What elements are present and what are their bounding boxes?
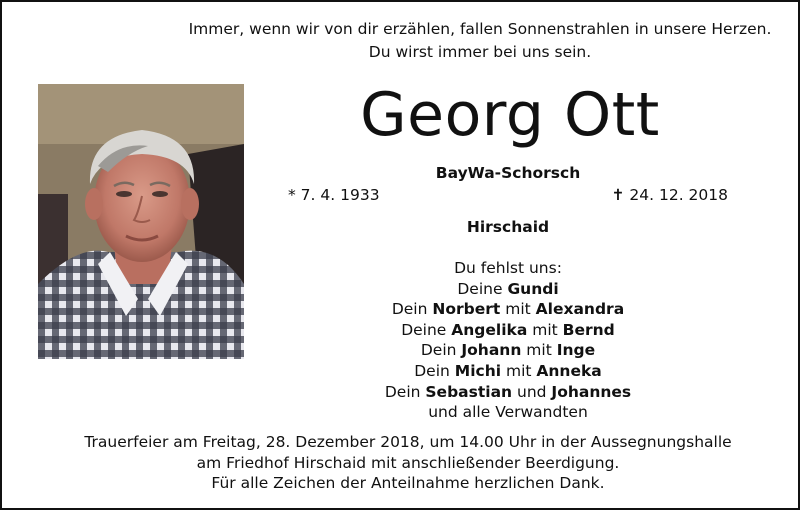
mourner-name: Gundi [507, 279, 559, 298]
mourner-name: Anneka [536, 361, 602, 380]
mourner-line [360, 299, 656, 320]
portrait-photo [38, 84, 244, 359]
mourner-name: Bernd [562, 320, 615, 339]
mourner-text: Dein [414, 361, 455, 380]
mourner-text: mit [521, 341, 557, 360]
mourners-intro: Du fehlst uns: [454, 259, 562, 277]
mourner-text: und alle Verwandten [428, 403, 588, 422]
mourner-lines [360, 279, 656, 423]
mourner-name: Alexandra [535, 300, 625, 319]
mourner-line [360, 402, 656, 423]
death-date: ✝ 24. 12. 2018 [611, 186, 728, 204]
mourner-text: Deine [401, 320, 452, 339]
mourners-list [360, 258, 656, 423]
funeral-service-info [0, 432, 800, 494]
mourner-text: Deine [457, 279, 508, 298]
thanks-line: Für alle Zeichen der Anteilnahme herzlichen Dank. [211, 474, 605, 492]
mourner-text: Dein [391, 300, 433, 319]
motto [160, 18, 800, 64]
mourner-text: mit [500, 300, 536, 319]
mourner-name: Sebastian [425, 382, 513, 401]
mourner-line [360, 382, 656, 403]
deceased-nickname: BayWa-Schorsch [435, 164, 581, 182]
deceased-name: Georg Ott [360, 80, 660, 150]
mourner-name: Inge [556, 341, 596, 360]
birth-date: * 7. 4. 1933 [288, 186, 380, 204]
mourner-text: Dein [384, 382, 426, 401]
motto-line: Immer, wenn wir von dir erzählen, fallen Sonnenstrahlen in unsere Herzen. [188, 20, 772, 38]
motto-line: Du wirst immer bei uns sein. [368, 43, 592, 61]
service-line: am Friedhof Hirschaid mit anschließender Beerdigung. [196, 453, 620, 472]
mourner-text: und [512, 382, 552, 401]
mourner-text: mit [527, 320, 563, 339]
mourner-name: Angelika [451, 320, 528, 339]
mourner-text: mit [501, 361, 537, 380]
mourner-line [360, 320, 656, 341]
mourner-line [360, 361, 656, 382]
hometown: Hirschaid [466, 218, 550, 236]
mourner-name: Johann [461, 341, 522, 360]
mourner-line [360, 279, 656, 300]
mourner-name: Michi [454, 361, 502, 380]
mourner-name: Norbert [432, 300, 501, 319]
service-line: Trauerfeier am Freitag, 28. Dezember 2018, um 14.00 Uhr in der Aussegnungshalle [84, 433, 732, 451]
mourner-line [360, 340, 656, 361]
mourner-text: Dein [420, 341, 462, 360]
mourner-name: Johannes [551, 382, 632, 401]
